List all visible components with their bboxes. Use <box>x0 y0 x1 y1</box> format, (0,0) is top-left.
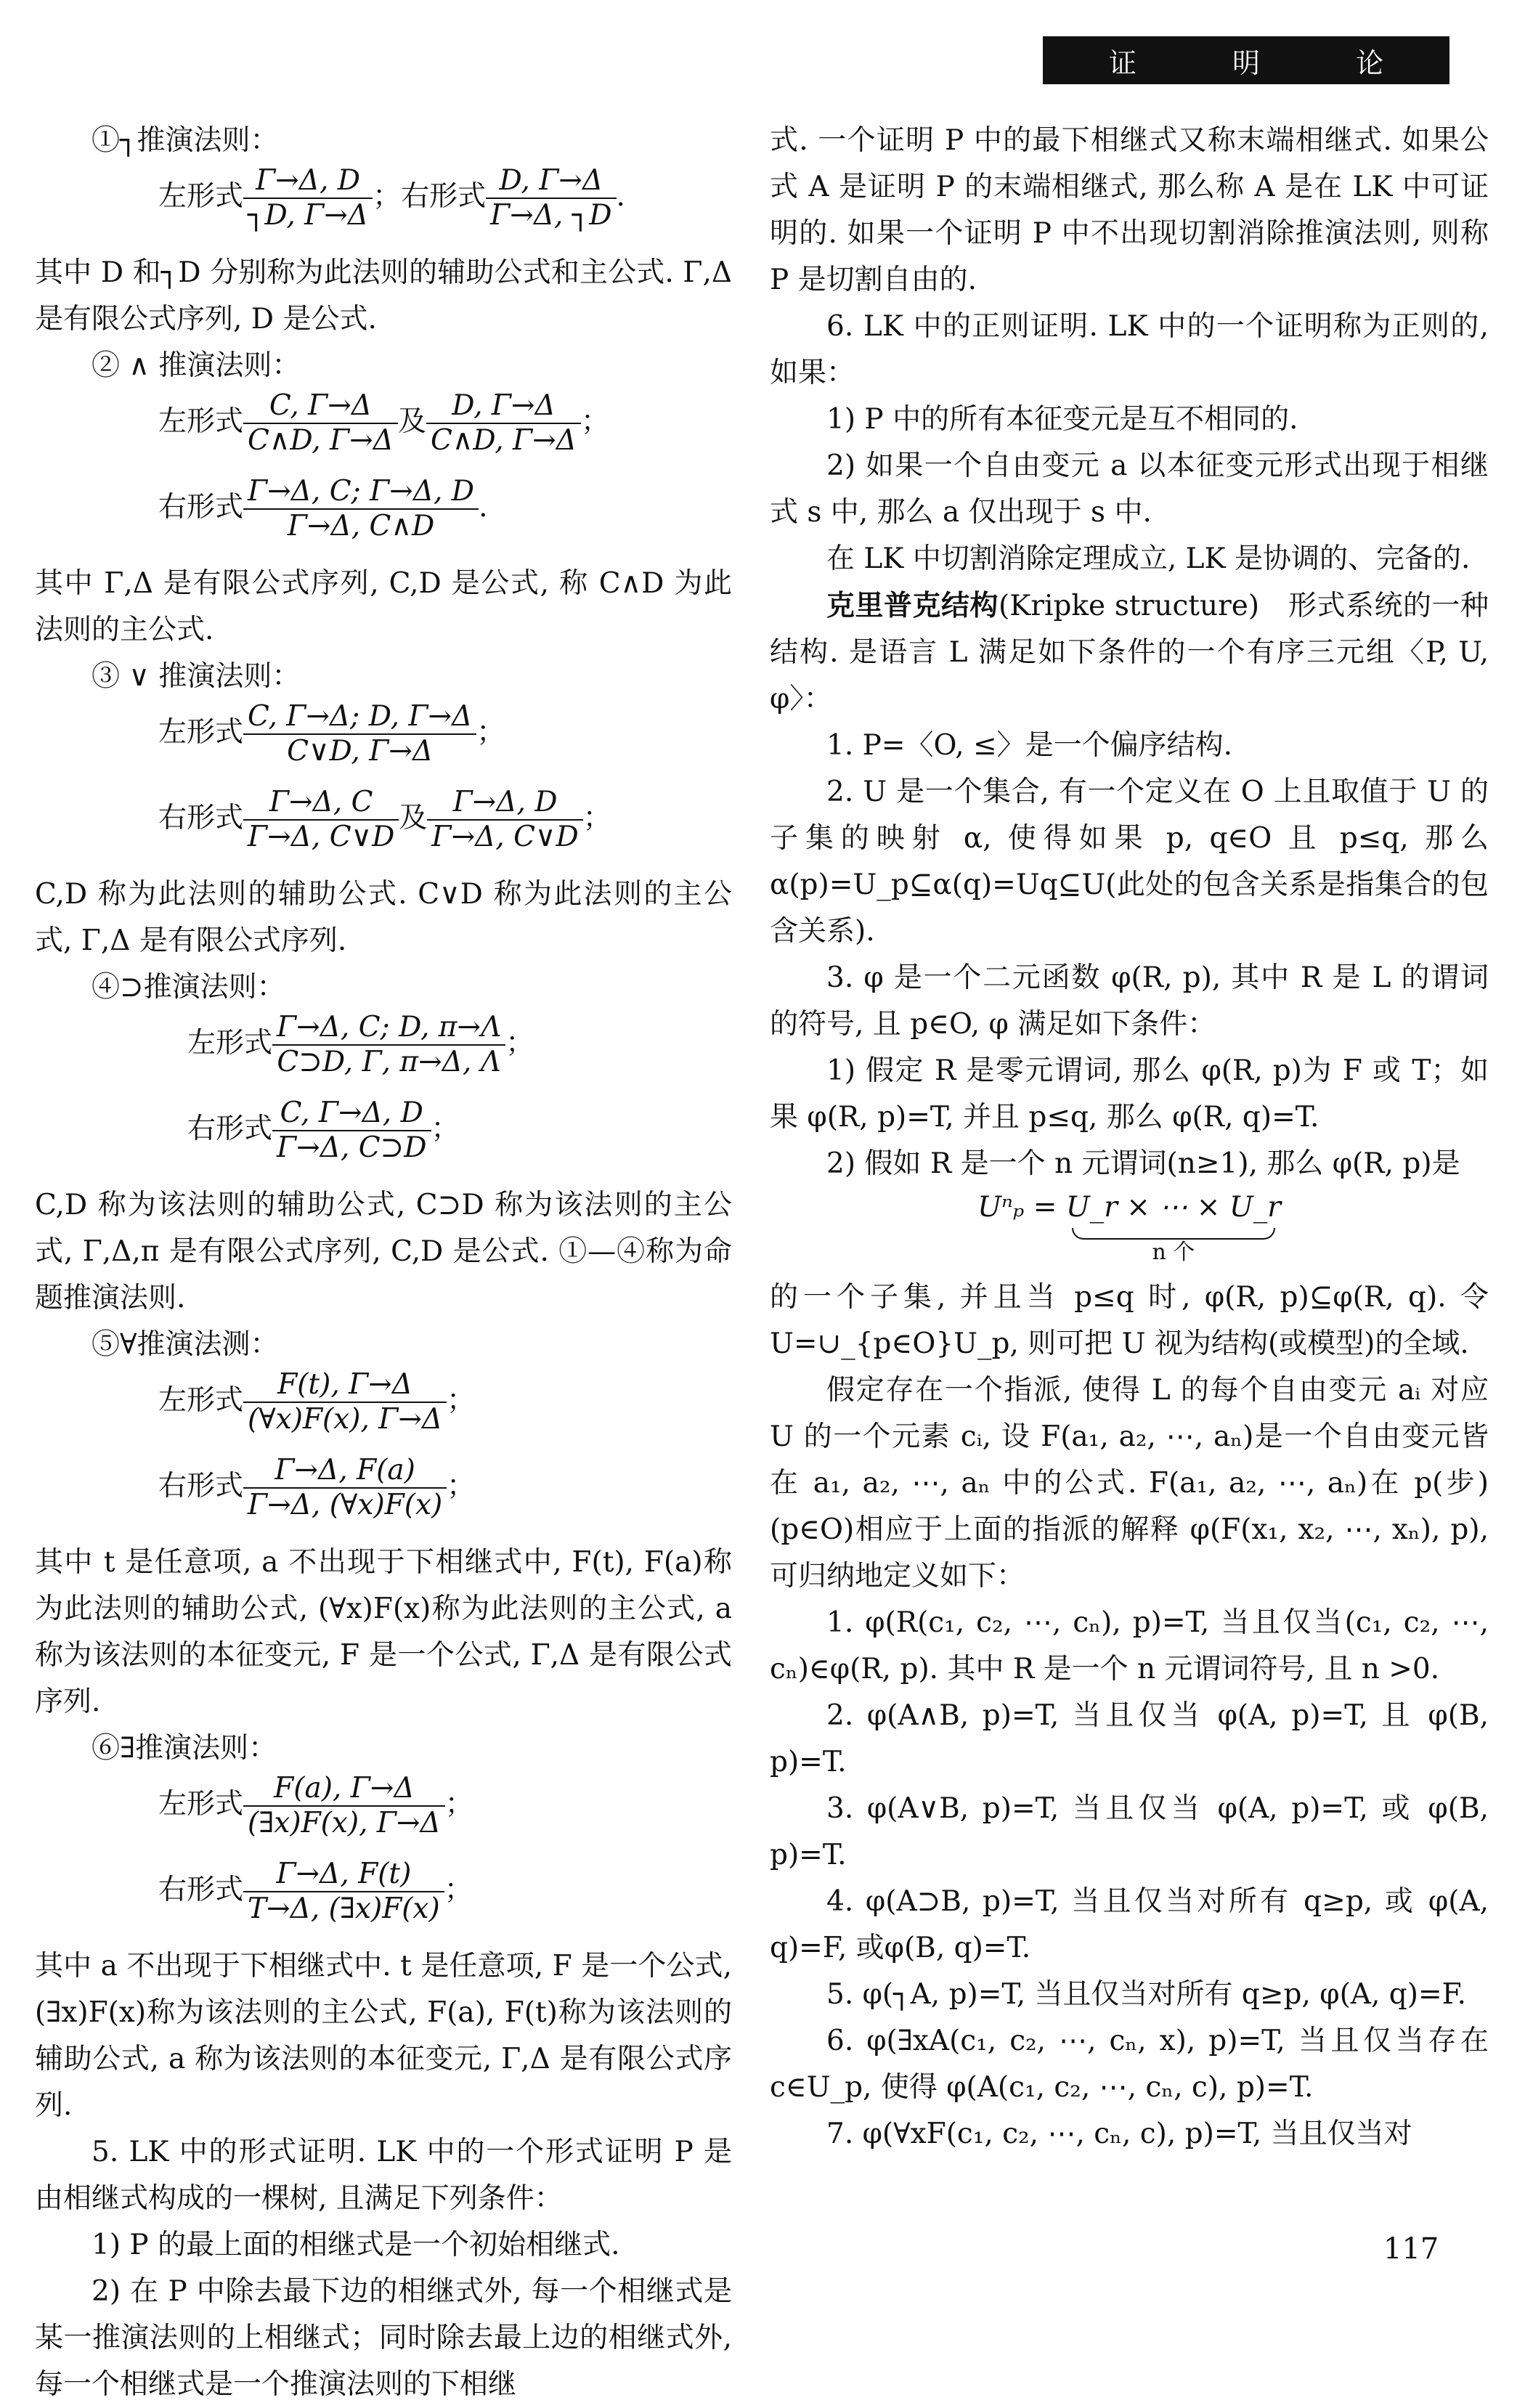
neg-right-upper: D, Γ→Δ <box>486 164 616 199</box>
and-right-fraction <box>243 475 479 543</box>
kripke-condition-3: 3. φ 是一个二元函数 φ(R, p), 其中 R 是 L 的谓词的符号, 且 p∈O, φ 满足如下条件： <box>770 961 1489 1041</box>
page-number: 117 <box>1383 2232 1439 2266</box>
and-rule-title: ② ∧ 推演法则： <box>92 349 301 382</box>
item6-regular-proof: 6. LK 中的正则证明. LK 中的一个证明称为正则的, 如果： <box>770 310 1489 389</box>
forall-right-lower: Γ→Δ, (∀x)F(x) <box>248 1489 443 1521</box>
and-rule-right: 右形式 $\frac{\Gamma\to\Delta, C; \Gamma\to\Delta, D}{\Gamma\to\Delta, C\wedge D}$ . <box>158 475 488 542</box>
and-mid: 及 <box>397 405 426 438</box>
exists-rule-right: 右形式 $\frac{\Gamma\to\Delta, F(t)}{T\to\Delta, (\exists x)F(x)}$ ； <box>158 1858 473 1925</box>
neg-right-fraction <box>486 164 616 232</box>
imp-rule-title: ④⊃推演法则： <box>92 971 285 1004</box>
imp-left-label: 左形式 <box>187 1027 273 1059</box>
forall-rule-description: 其中 t 是任意项, a 不出现于下相继式中, F(t), F(a)称为此法则的辅助公式, (∀x)F(x)称为此法则的主公式, a 称为该法则的本征变元, F 是一个公式, Γ,Δ 是有限公式序列. <box>35 1546 732 1718</box>
definition-clause-4: 4. φ(A⊃B, p)=T, 当且仅当对所有 q≥p, 或 φ(A, q)=F, 或φ(B, q)=T. <box>770 1885 1489 1964</box>
neg-left-label: 左形式 <box>158 180 244 213</box>
forall-left-fraction <box>243 1368 447 1436</box>
or-left-fraction <box>243 700 476 768</box>
imp-rule-left: 左形式 $\frac{\Gamma\to\Delta, C; D, \pi\to\Lambda}{C⊃D, \Gamma, \pi\to\Delta, \Lambda}$ ； <box>187 1011 534 1078</box>
item6-condition-1: 1) P 中的所有本征变元是互不相同的. <box>826 403 1298 436</box>
exists-rule-description: 其中 a 不出现于下相继式中. t 是任意项, F 是一个公式, (∃x)F(x)称为该法则的主公式, F(a), F(t)称为该法则的辅助公式, a 称为该法则的本征变元, Γ,Δ 是有限公式序列. <box>35 1950 732 2122</box>
exists-left-label: 左形式 <box>158 1788 244 1821</box>
exists-right-lower: Τ→Δ, (∃x)F(x) <box>248 1892 440 1925</box>
and-left2-upper: D, Γ→Δ <box>426 389 581 424</box>
section-header <box>1043 36 1449 84</box>
neg-rule-title: ①┐推演法则： <box>92 124 279 157</box>
and-left1-fraction <box>243 389 398 457</box>
and-right-lower: Γ→Δ, C∧D <box>287 510 435 542</box>
exists-left-fraction <box>243 1772 445 1840</box>
or-rule-left: 左形式 $\frac{C, \Gamma\to\Delta; D, \Gamma\to\Delta}{C\vee D, \Gamma\to\Delta}$ ； <box>158 700 505 768</box>
imp-rule-description: C,D 称为该法则的辅助公式, C⊃D 称为该法则的主公式, Γ,Δ,π 是有限公式序列, C,D 是公式. ①—④称为命题推演法则. <box>35 1189 732 1314</box>
imp-left-upper: Γ→Δ, C; D, π→Λ <box>272 1011 505 1046</box>
and-right-upper: Γ→Δ, C; Γ→Δ, D <box>243 475 479 510</box>
or-rule-right: 右形式 $\frac{\Gamma\to\Delta, C}{\Gamma\to\Delta, C\vee D}$ 及 $\frac{\Gamma\to\Delta, D}{\Gamma\to\Delta, C\vee D}$ ； <box>158 786 611 853</box>
forall-rule-title: ⑤∀推演法测： <box>92 1328 279 1361</box>
formula-product: U_r × ⋯ × U_r <box>1065 1191 1281 1224</box>
or-right1-fraction <box>243 786 399 854</box>
exists-left-lower: (∃x)F(x), Γ→Δ <box>248 1807 441 1839</box>
or-rule-description: C,D 称为此法则的辅助公式. C∨D 称为此法则的主公式, Γ,Δ 是有限公式序列. <box>35 878 732 957</box>
item6-condition-2: 2) 如果一个自由变元 a 以本征变元形式出现于相继式 s 中, 那么 a 仅出现于 s 中. <box>770 450 1489 529</box>
assignment-paragraph: 假定存在一个指派, 使得 L 的每个自由变元 aᵢ 对应 U 的一个元素 cᵢ, 设 F(a₁, a₂, ⋯, aₙ)是一个自由变元皆在 a₁, a₂, ⋯, aₙ 中的公式. F(a₁, a₂, ⋯, aₙ)在 p(步)(p∈O)相应于上面的指派的解释 φ(F(x₁, x₂, ⋯, xₙ), p), 可归纳地定义如下： <box>770 1374 1489 1593</box>
item5-condition-2: 2) 在 P 中除去最下边的相继式外, 每一个相继式是某一推演法则的上相继式；同时除去最上边的相继式外, 每一个相继式是一个推演法则的下相继 <box>35 2275 732 2401</box>
imp-rule-right: 右形式 $\frac{C, \Gamma\to\Delta, D}{\Gamma\to\Delta, C⊃D}$ ； <box>187 1097 460 1164</box>
or-rule-title: ③ ∨ 推演法则： <box>92 660 301 693</box>
forall-right-fraction <box>243 1454 447 1522</box>
item5-continuation: 式. 一个证明 P 中的最下相继式又称末端相继式. 如果公式 A 是证明 P 的末端相继式, 那么称 A 是在 LK 中可证明的. 如果一个证明 P 中不出现切割消除推演法则, 则称 P 是切割自由的. <box>770 124 1489 296</box>
neg-left-lower: ┐D, Γ→Δ <box>248 199 369 232</box>
forall-right-upper: Γ→Δ, F(a) <box>243 1454 447 1489</box>
exists-right-fraction <box>243 1858 444 1926</box>
and-left1-lower: C∧D, Γ→Δ <box>248 424 394 457</box>
or-right1-upper: Γ→Δ, C <box>243 786 399 821</box>
exists-right-upper: Γ→Δ, F(t) <box>243 1858 444 1892</box>
or-right2-fraction <box>427 786 582 854</box>
and-left2-fraction <box>426 389 581 457</box>
exists-left-upper: F(a), Γ→Δ <box>243 1772 445 1807</box>
imp-right-lower: Γ→Δ, C⊃D <box>277 1131 427 1164</box>
item6-conclusion: 在 LK 中切割消除定理成立, LK 是协调的、完备的. <box>826 542 1471 575</box>
kripke-condition-3-1: 1) 假定 R 是零元谓词, 那么 φ(R, p)为 F 或 T；如果 φ(R, p)=T, 并且 p≤q, 那么 φ(R, q)=T. <box>770 1054 1489 1134</box>
neg-separator: ；右形式 <box>373 180 487 213</box>
exists-rule-left: 左形式 $\frac{F(a), \Gamma\to\Delta}{(\exists x)F(x), \Gamma\to\Delta}$ ； <box>158 1772 473 1839</box>
neg-end: . <box>616 180 625 213</box>
underbrace <box>1072 1228 1275 1240</box>
definition-clause-1: 1. φ(R(c₁, c₂, ⋯, cₙ), p)=T, 当且仅当(c₁, c₂, ⋯, cₙ)∈φ(R, p). 其中 R 是一个 n 元谓词符号, 且 n >0. <box>770 1606 1489 1685</box>
and-left2-lower: C∧D, Γ→Δ <box>431 424 577 457</box>
or-mid: 及 <box>399 802 428 834</box>
and-right-label: 右形式 <box>158 491 244 524</box>
forall-left-lower: (∀x)F(x), Γ→Δ <box>248 1403 443 1436</box>
definition-clause-7: 7. φ(∀xF(c₁, c₂, ⋯, cₙ, c), p)=T, 当且仅当对 <box>826 2118 1412 2150</box>
item5-condition-1: 1) P 的最上面的相继式是一个初始相继式. <box>92 2229 620 2261</box>
forall-left-label: 左形式 <box>158 1384 244 1417</box>
item5-formal-proof: 5. LK 中的形式证明. LK 中的一个形式证明 P 是由相继式构成的一棵树, 且满足下列条件： <box>35 2136 732 2215</box>
or-left-upper: C, Γ→Δ; D, Γ→Δ <box>243 700 476 735</box>
imp-left-fraction <box>272 1011 505 1079</box>
kripke-headword: 克里普克结构 <box>826 589 999 622</box>
kripke-after-formula: 的一个子集, 并且当 p≤q 时, φ(R, p)⊆φ(R, q). 令 U=∪_{p∈O}U_p, 则可把 U 视为结构(或模型)的全域. <box>770 1281 1489 1360</box>
exists-right-label: 右形式 <box>158 1874 244 1906</box>
or-right1-lower: Γ→Δ, C∨D <box>248 821 395 853</box>
neg-right-lower: Γ→Δ, ┐D <box>490 199 612 232</box>
definition-clause-5: 5. φ(┐A, p)=T, 当且仅当对所有 q≥p, φ(A, q)=F. <box>826 1978 1467 2011</box>
right-column <box>770 118 1489 2157</box>
and-rule-left: 左形式 $\frac{C, \Gamma\to\Delta}{C\wedge D, \Gamma\to\Delta}$ 及 $\frac{D, \Gamma\to\Delta}{C\wedge D, \Gamma\to\Delta}$ ； <box>158 389 609 457</box>
kripke-condition-3-2: 2) 假如 R 是一个 n 元谓词(n≥1), 那么 φ(R, p)是 <box>826 1147 1460 1180</box>
and-left1-upper: C, Γ→Δ <box>243 389 398 424</box>
neg-left-upper: Γ→Δ, D <box>243 164 373 199</box>
kripke-definition: (Kripke structure) 形式系统的一种结构. 是语言 L 满足如下条件的一个有序三元组〈P, U, φ〉： <box>770 590 1489 715</box>
underbrace-label: n 个 <box>1152 1240 1195 1265</box>
definition-clause-3: 3. φ(A∨B, p)=T, 当且仅当 φ(A, p)=T, 或 φ(B, p)=T. <box>770 1792 1489 1871</box>
imp-right-label: 右形式 <box>187 1113 273 1145</box>
product-formula <box>770 1187 1489 1274</box>
neg-left-fraction <box>243 164 373 232</box>
and-rule-description: 其中 Γ,Δ 是有限公式序列, C,D 是公式, 称 C∧D 为此法则的主公式. <box>35 567 732 646</box>
or-right-label: 右形式 <box>158 802 244 834</box>
or-right2-upper: Γ→Δ, D <box>427 786 582 821</box>
formula-lhs: Uⁿₚ = <box>977 1191 1057 1224</box>
neg-rule-description: 其中 D 和┐D 分别称为此法则的辅助公式和主公式. Γ,Δ 是有限公式序列, D 是公式. <box>35 256 732 335</box>
forall-rule-left: 左形式 $\frac{F(t), \Gamma\to\Delta}{(\forall x)F(x), \Gamma\to\Delta}$ ； <box>158 1368 476 1436</box>
kripke-condition-1: 1. P=〈O, ≤〉是一个偏序结构. <box>826 729 1233 762</box>
definition-clause-2: 2. φ(A∧B, p)=T, 当且仅当 φ(A, p)=T, 且 φ(B, p)=T. <box>770 1699 1489 1778</box>
left-column <box>35 118 732 2408</box>
kripke-condition-2: 2. U 是一个集合, 有一个定义在 O 上且取值于 U 的子集的映射 α, 使得如果 p, q∈O 且 p≤q, 那么 α(p)=U_p⊆α(q)=Uq⊆U(此处的包含关系是指集合的包含关系). <box>770 776 1489 948</box>
or-left-lower: C∨D, Γ→Δ <box>287 735 434 768</box>
and-left-label: 左形式 <box>158 405 244 438</box>
imp-left-lower: C⊃D, Γ, π→Δ, Λ <box>277 1046 501 1078</box>
neg-rule-forms <box>35 164 732 250</box>
forall-left-upper: F(t), Γ→Δ <box>243 1368 447 1403</box>
or-right2-lower: Γ→Δ, C∨D <box>431 821 579 853</box>
section-title: 证 明 论 <box>1108 46 1428 79</box>
formula-underbrace <box>1066 1187 1281 1266</box>
forall-rule-right: 右形式 $\frac{\Gamma\to\Delta, F(a)}{\Gamma\to\Delta, (\forall x)F(x)}$ ； <box>158 1454 476 1521</box>
forall-right-label: 右形式 <box>158 1470 244 1502</box>
definition-clause-6: 6. φ(∃xA(c₁, c₂, ⋯, cₙ, x), p)=T, 当且仅当存在 c∈U_p, 使得 φ(A(c₁, c₂, ⋯, cₙ, c), p)=T. <box>770 2025 1489 2104</box>
kripke-entry <box>770 582 1489 723</box>
exists-rule-title: ⑥∃推演法则： <box>92 1732 277 1765</box>
imp-right-upper: C, Γ→Δ, D <box>272 1097 431 1131</box>
imp-right-fraction <box>272 1097 431 1165</box>
or-left-label: 左形式 <box>158 716 244 749</box>
